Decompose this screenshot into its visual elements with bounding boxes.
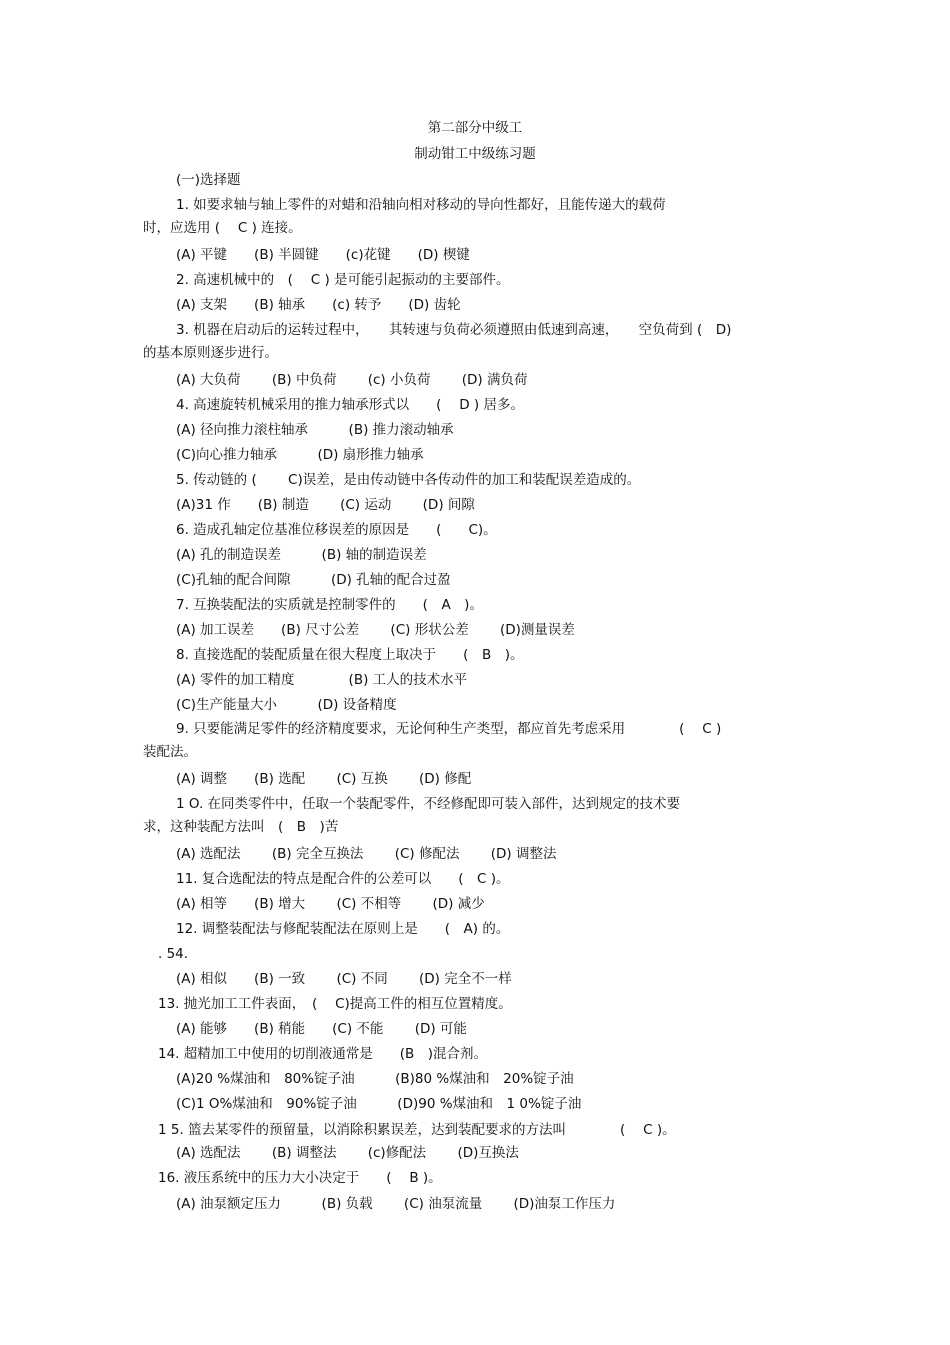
text-line: (C)孔轴的配合间隙 (D) 孔轴的配合过盈 — [176, 572, 451, 588]
text-line: 3. 机器在启动后的运转过程中， 其转速与负荷必须遵照由低速到高速， 空负荷到 ( D) — [176, 322, 732, 338]
text-line: (A)31 作 (B) 制造 (C) 运动 (D) 间隙 — [176, 497, 475, 513]
text-line: (A) 支架 (B) 轴承 (c) 转予 (D) 齿轮 — [176, 297, 461, 313]
text-line: (A) 油泵额定压力 (B) 负载 (C) 油泵流量 (D)油泵工作压力 — [176, 1196, 616, 1212]
text-line: (A) 调整 (B) 选配 (C) 互换 (D) 修配 — [176, 771, 472, 787]
text-line: 1 O. 在同类零件中，任取一个装配零件，不经修配即可装入部件，达到规定的技术要 — [176, 796, 681, 812]
text-line: (A) 能够 (B) 稍能 (C) 不能 (D) 可能 — [176, 1021, 467, 1037]
text-line: 8. 直接选配的装配质量在很大程度上取决于 ( B )。 — [176, 647, 524, 663]
text-line: 1. 如要求轴与轴上零件的对蜡和沿轴向相对移动的导向性都好，且能传递大的载荷 — [176, 197, 666, 213]
text-line: 时，应选用 ( C ) 连接。 — [143, 220, 302, 236]
text-line: (A) 径向推力滚柱轴承 (B) 推力滚动轴承 — [176, 422, 454, 438]
text-line: (C)向心推力轴承 (D) 扇形推力轴承 — [176, 447, 424, 463]
text-line: 12. 调整装配法与修配装配法在原则上是 ( A) 的。 — [176, 921, 510, 937]
text-line: 求，这种装配方法叫 ( B )苦 — [143, 819, 339, 835]
text-line: 16. 液压系统中的压力大小决定于 ( B )。 — [158, 1170, 442, 1186]
part-title: 第二部分中级工 — [427, 120, 523, 136]
page-title: 制动钳工中级练习题 — [414, 146, 536, 162]
text-line: 14. 超精加工中使用的切削液通常是 (B )混合剂。 — [158, 1046, 488, 1062]
text-line: (A) 平键 (B) 半圆键 (c)花键 (D) 楔键 — [176, 247, 470, 263]
text-line: (A) 选配法 (B) 完全互换法 (C) 修配法 (D) 调整法 — [176, 846, 557, 862]
text-line: (C)1 O%煤油和 90%锭子油 (D)90 %煤油和 1 0%锭子油 — [176, 1096, 582, 1112]
text-line: (A) 孔的制造误差 (B) 轴的制造误差 — [176, 547, 427, 563]
text-line: 4. 高速旋转机械采用的推力轴承形式以 ( D ) 居多。 — [176, 397, 524, 413]
text-line: (A) 选配法 (B) 调整法 (c)修配法 (D)互换法 — [176, 1145, 519, 1161]
text-line: 13. 抛光加工工件表面， ( C)提高工件的相互位置精度。 — [158, 996, 512, 1012]
section-heading: (一)选择题 — [176, 172, 241, 188]
text-line: 7. 互换装配法的实质就是控制零件的 ( A )。 — [176, 597, 483, 613]
text-line: (A)20 %煤油和 80%锭子油 (B)80 %煤油和 20%锭子油 — [176, 1071, 574, 1087]
text-line: 装配法。 — [143, 744, 197, 760]
text-line: 11. 复合选配法的特点是配合件的公差可以 ( C )。 — [176, 871, 510, 887]
text-line: 9. 只要能满足零件的经济精度要求，无论何种生产类型，都应首先考虑采用 ( C ) — [176, 721, 722, 737]
text-line: . 54. — [158, 946, 189, 962]
text-line: 5. 传动链的 ( C)误差，是由传动链中各传动件的加工和装配误差造成的。 — [176, 472, 641, 488]
text-line: 1 5. 篮去某零件的预留量，以消除积累误差，达到装配要求的方法叫 ( C )。 — [158, 1122, 676, 1138]
text-line: 2. 高速机械中的 ( C ) 是可能引起振动的主要部件。 — [176, 272, 510, 288]
text-line: (A) 大负荷 (B) 中负荷 (c) 小负荷 (D) 满负荷 — [176, 372, 528, 388]
text-line: (A) 加工误差 (B) 尺寸公差 (C) 形状公差 (D)测量误差 — [176, 622, 575, 638]
text-line: (A) 零件的加工精度 (B) 工人的技术水平 — [176, 672, 468, 688]
text-line: (A) 相似 (B) 一致 (C) 不同 (D) 完全不一样 — [176, 971, 512, 987]
text-line: 的基本原则逐步进行。 — [143, 345, 278, 361]
text-line: 6. 造成孔轴定位基准位移误差的原因是 ( C)。 — [176, 522, 497, 538]
text-line: (C)生产能量大小 (D) 设备精度 — [176, 697, 397, 713]
text-line: (A) 相等 (B) 增大 (C) 不相等 (D) 减少 — [176, 896, 485, 912]
